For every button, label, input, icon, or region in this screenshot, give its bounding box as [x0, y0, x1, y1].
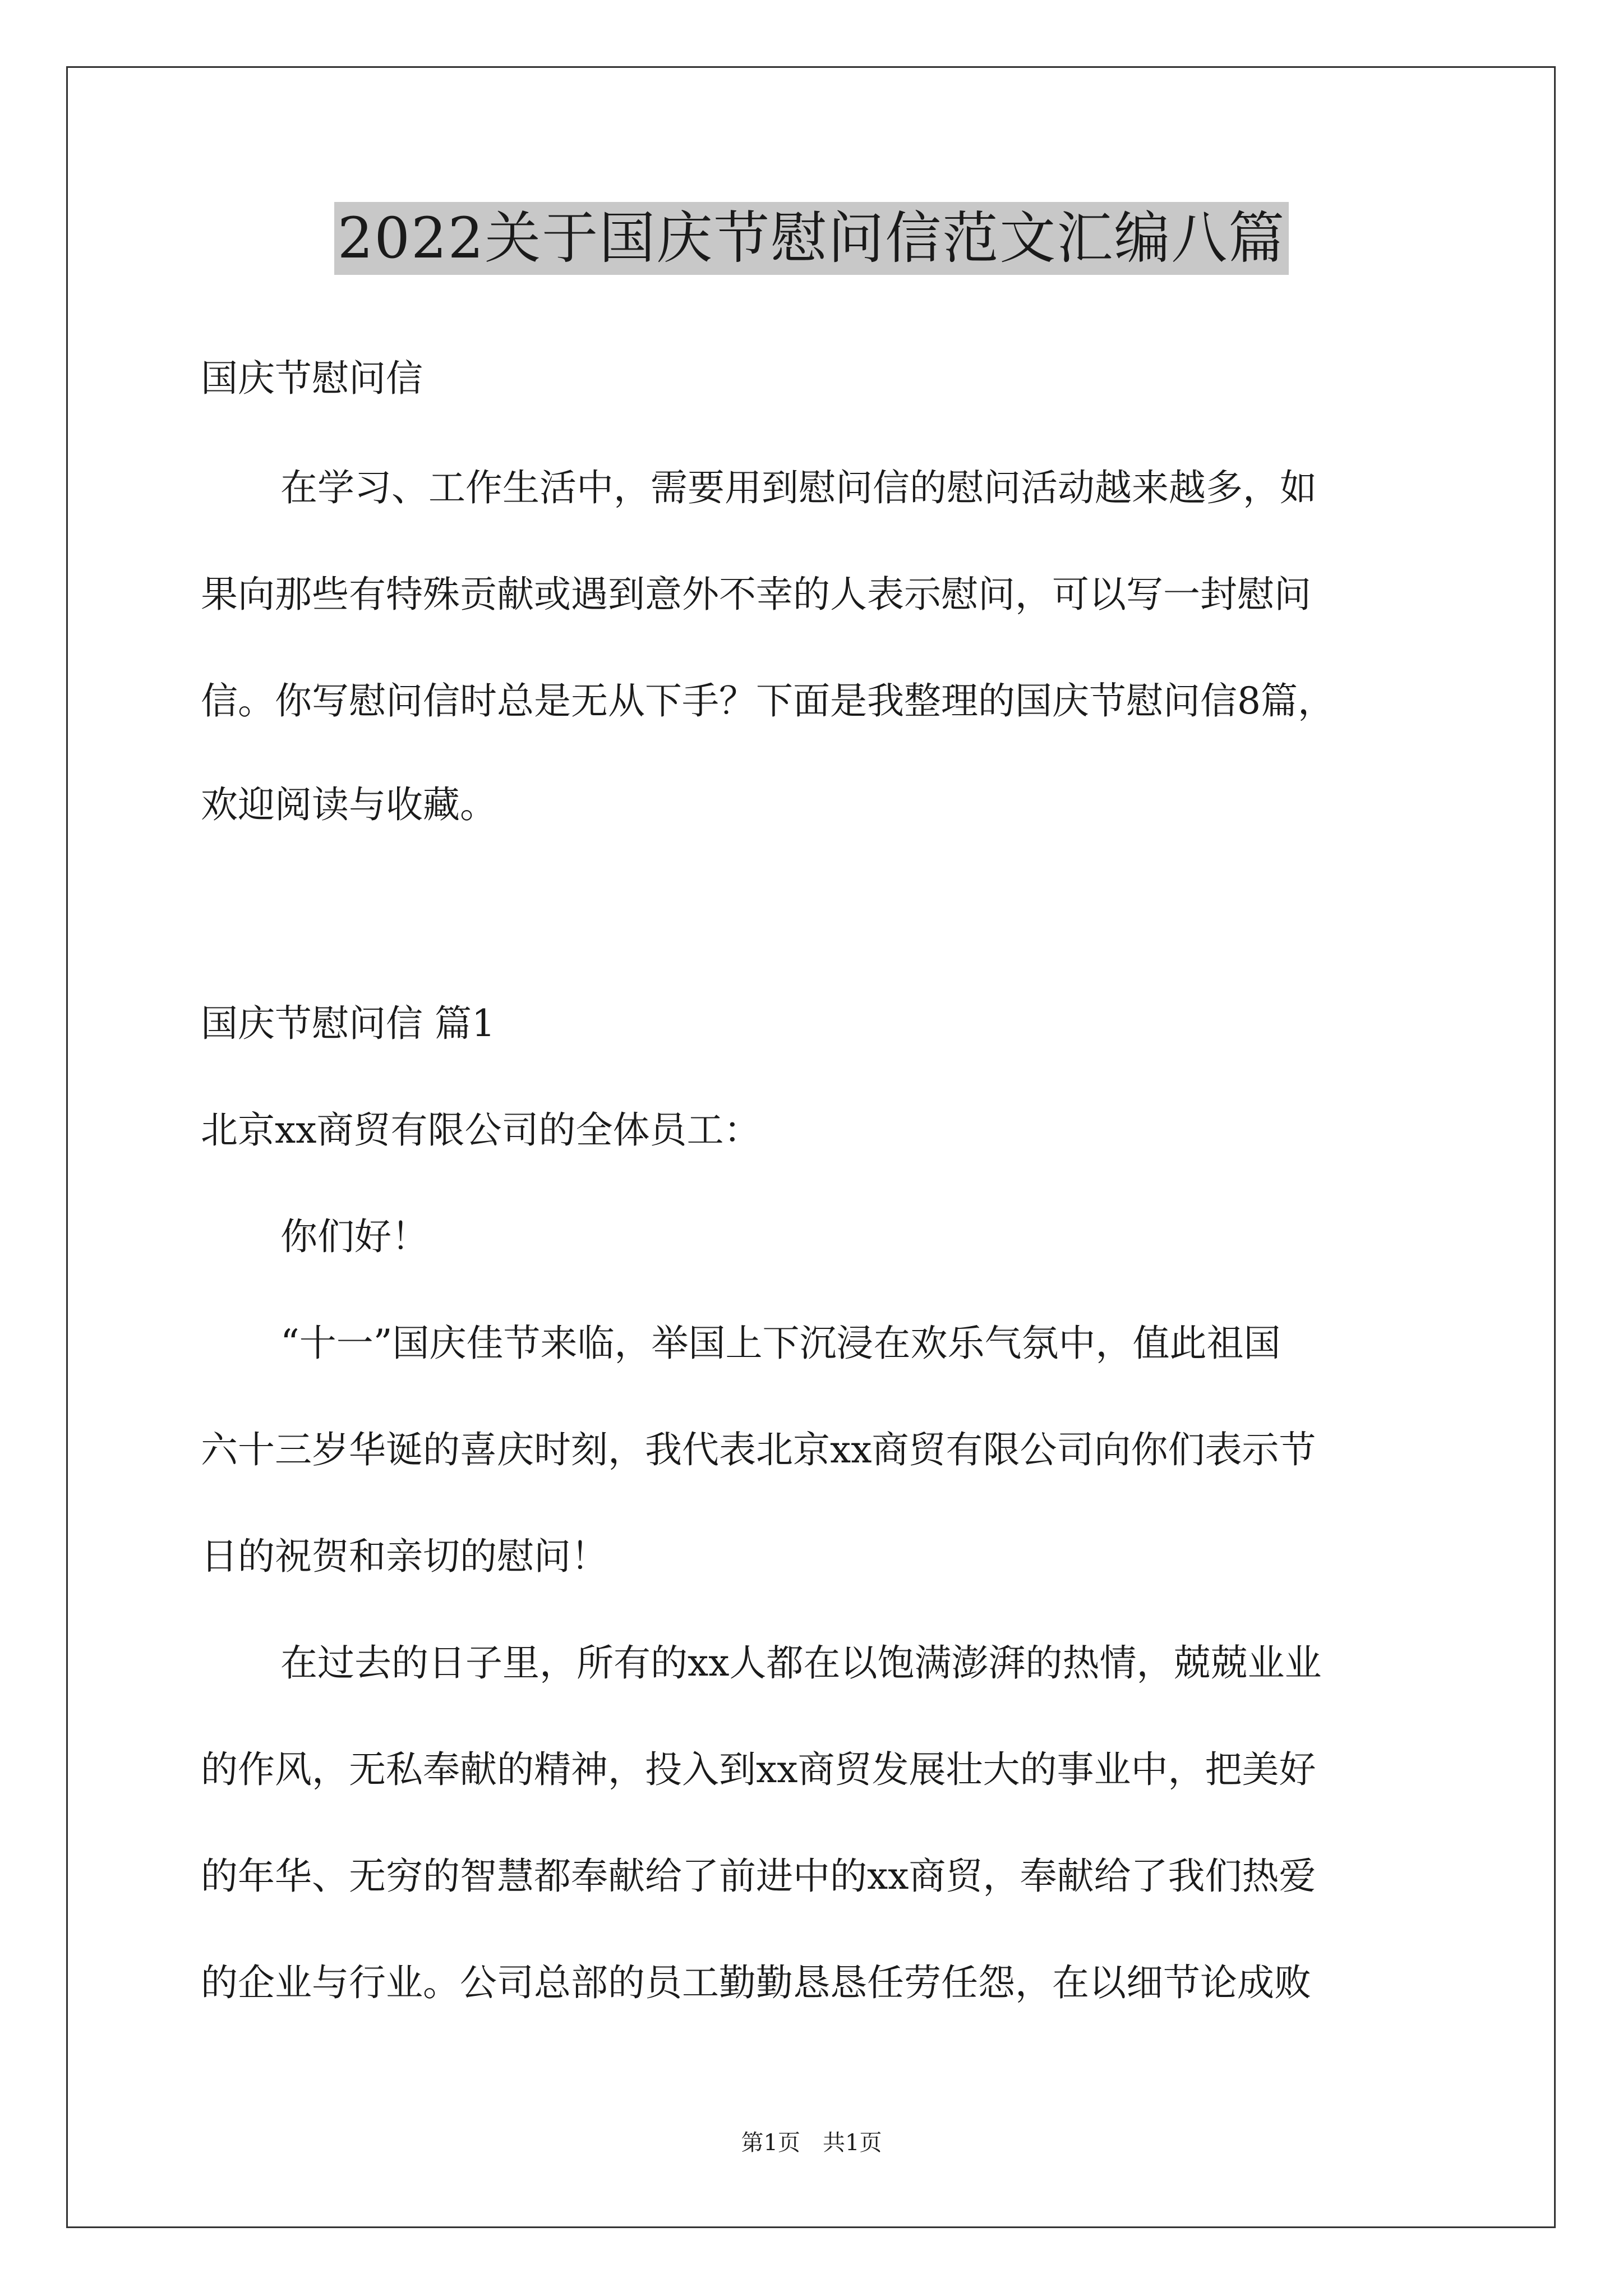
section-heading: 国庆节慰问信: [201, 357, 423, 400]
page-number: 第1页: [741, 2130, 800, 2156]
paragraph-line: 信。你写慰问信时总是无从下手？下面是我整理的国庆节慰问信8篇，: [201, 679, 1335, 723]
paragraph-line: 欢迎阅读与收藏。: [201, 783, 497, 826]
paragraph-line: 日的祝贺和亲切的慰问！: [201, 1535, 608, 1578]
paragraph-line: 在过去的日子里，所有的xx人都在以饱满澎湃的热情，兢兢业业: [280, 1641, 1322, 1685]
paragraph-line: 的企业与行业。公司总部的员工勤勤恳恳任劳任怨，在以细节论成败: [201, 1961, 1311, 2004]
salutation: 北京xx商贸有限公司的全体员工：: [201, 1108, 761, 1152]
greeting: 你们好！: [280, 1215, 428, 1258]
page-total: 共1页: [823, 2130, 882, 2156]
paragraph-line: 的年华、无穷的智慧都奉献给了前进中的xx商贸，奉献给了我们热爱: [201, 1855, 1316, 1898]
title-area: [0, 202, 1623, 275]
paragraph-line: 的作风，无私奉献的精神，投入到xx商贸发展壮大的事业中，把美好: [201, 1748, 1316, 1791]
document-title: 2022关于国庆节慰问信范文汇编八篇: [334, 202, 1289, 275]
paragraph-line: “十一”国庆佳节来临，举国上下沉浸在欢乐气氛中，值此祖国: [280, 1322, 1281, 1365]
paragraph-line: 果向那些有特殊贡献或遇到意外不幸的人表示慰问，可以写一封慰问: [201, 573, 1311, 616]
section-heading: 国庆节慰问信 篇1: [201, 1002, 495, 1045]
page-footer: [0, 2126, 1623, 2160]
paragraph-line: 六十三岁华诞的喜庆时刻，我代表北京xx商贸有限公司向你们表示节: [201, 1428, 1316, 1471]
paragraph-line: 在学习、工作生活中，需要用到慰问信的慰问活动越来越多，如: [280, 466, 1317, 509]
